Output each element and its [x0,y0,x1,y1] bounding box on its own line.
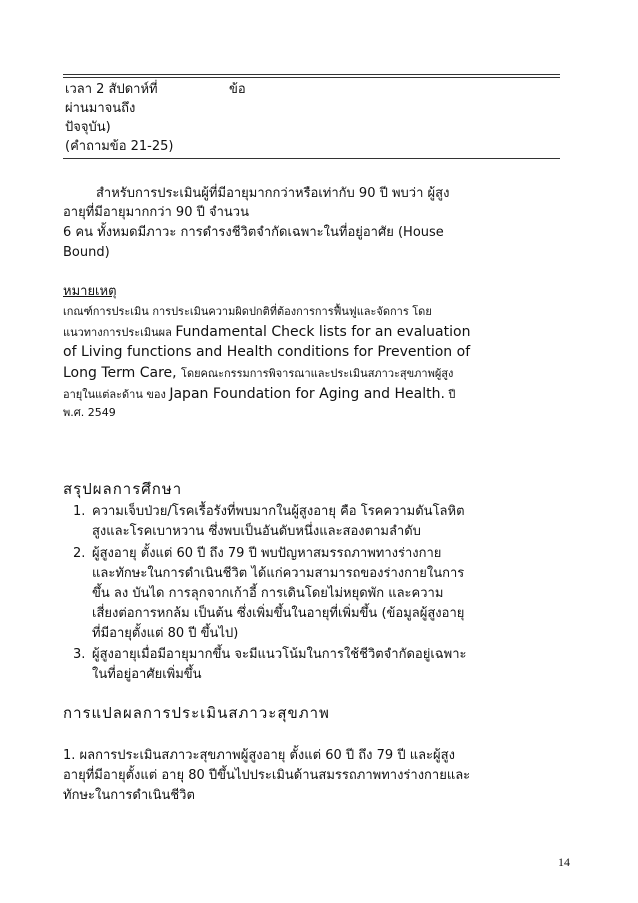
summary-heading: สรุปผลการศึกษา [63,480,183,498]
list-item-line: ความเจ็บป่วย/โรคเรื้อรังที่พบมากในผู้สูงอายุ คือ โรคความดันโลหิต [92,504,465,519]
intro-line: 6 คน ทั้งหมดมีภาวะ การดำรงชีวิตจำกัดเฉพาะในที่อยู่อาศัย (House [63,225,444,240]
interpretation-line: อายุที่มีอายุตั้งแต่ อายุ 80 ปีขึ้นไปประเมินด้านสมรรถภาพทางร่างกายและ [63,768,471,783]
remark-line: of Living functions and Health conditions for Prevention of [63,344,471,360]
remark-line: เกณฑ์การประเมิน การประเมินความผิดปกติที่ต้องการการฟื้นฟูและจัดการ โดย [63,305,432,318]
remark-text: แนวทางการประเมินผล [63,326,176,339]
interpretation-line: ทักษะในการดำเนินชีวิต [63,788,195,803]
table-top-rule [63,74,560,75]
page-number: 14 [558,855,570,869]
table-cell-line: ปัจจุบัน) [65,120,111,135]
interpretation-heading: การแปลผลการประเมินสภาวะสุขภาพ [63,704,330,722]
intro-line: อายุที่มีอายุมากกว่า 90 ปี จำนวน [63,205,249,220]
list-item-line: สูงและโรคเบาหวาน ซึ่งพบเป็นอันดับหนึ่งและสองตามลำดับ [92,524,421,539]
table-cell-line: เวลา 2 สัปดาห์ที่ [65,82,158,97]
remark-line [63,321,470,343]
remark-line [63,362,453,384]
intro-line: Bound) [63,245,110,260]
remark-english: Fundamental Check lists for an evaluation [175,324,471,340]
remark-text: อายุในแต่ละด้าน ของ [63,388,170,401]
table-bottom-rule [63,158,560,159]
list-item-line: ที่มีอายุตั้งแต่ 80 ปี ขึ้นไป) [92,626,239,641]
remark-line: พ.ศ. 2549 [63,406,116,419]
remark-text: โดยคณะกรรมการพิจารณาและประเมินสภาวะสุขภาพผู้สูง [181,367,454,380]
interpretation-line: 1. ผลการประเมินสภาวะสุขภาพผู้สูงอายุ ตั้งแต่ 60 ปี ถึง 79 ปี และผู้สูง [63,748,455,763]
list-number: 2. [73,546,86,561]
remark-heading: หมายเหตุ [63,284,117,299]
table-cell-item: ข้อ [229,82,246,97]
table-cell-line: ผ่านมาจนถึง [65,101,136,116]
remark-text: ปี [444,388,456,401]
remark-line [63,383,455,405]
list-item-line: ผู้สูงอายุ ตั้งแต่ 60 ปี ถึง 79 ปี พบปัญหาสมรรถภาพทางร่างกาย [92,546,442,561]
list-item-line: ขึ้น ลง บันได การลุกจากเก้าอี้ การเดินโดยไม่หยุดพัก และความ [92,586,444,601]
table-top-rule-inner [63,77,560,78]
intro-line: สำหรับการประเมินผู้ที่มีอายุมากกว่าหรือเท่ากับ 90 ปี พบว่า ผู้สูง [96,186,450,201]
list-number: 1. [73,504,86,519]
remark-english: Long Term Care, [63,365,182,381]
remark-english: Japan Foundation for Aging and Health. [169,386,445,402]
list-item-line: และทักษะในการดำเนินชีวิต ได้แก่ความสามารถของร่างกายในการ [92,566,465,581]
list-item-line: ผู้สูงอายุเมื่อมีอายุมากขึ้น จะมีแนวโน้มในการใช้ชีวิตจำกัดอยู่เฉพาะ [92,647,467,662]
list-item-line: ในที่อยู่อาศัยเพิ่มขึ้น [92,667,202,682]
list-number: 3. [73,647,86,662]
table-cell-line: (คำถามข้อ 21-25) [65,139,174,154]
list-item-line: เสี่ยงต่อการหกล้ม เป็นต้น ซึ่งเพิ่มขึ้นในอายุที่เพิ่มขึ้น (ข้อมูลผู้สูงอายุ [92,606,465,621]
